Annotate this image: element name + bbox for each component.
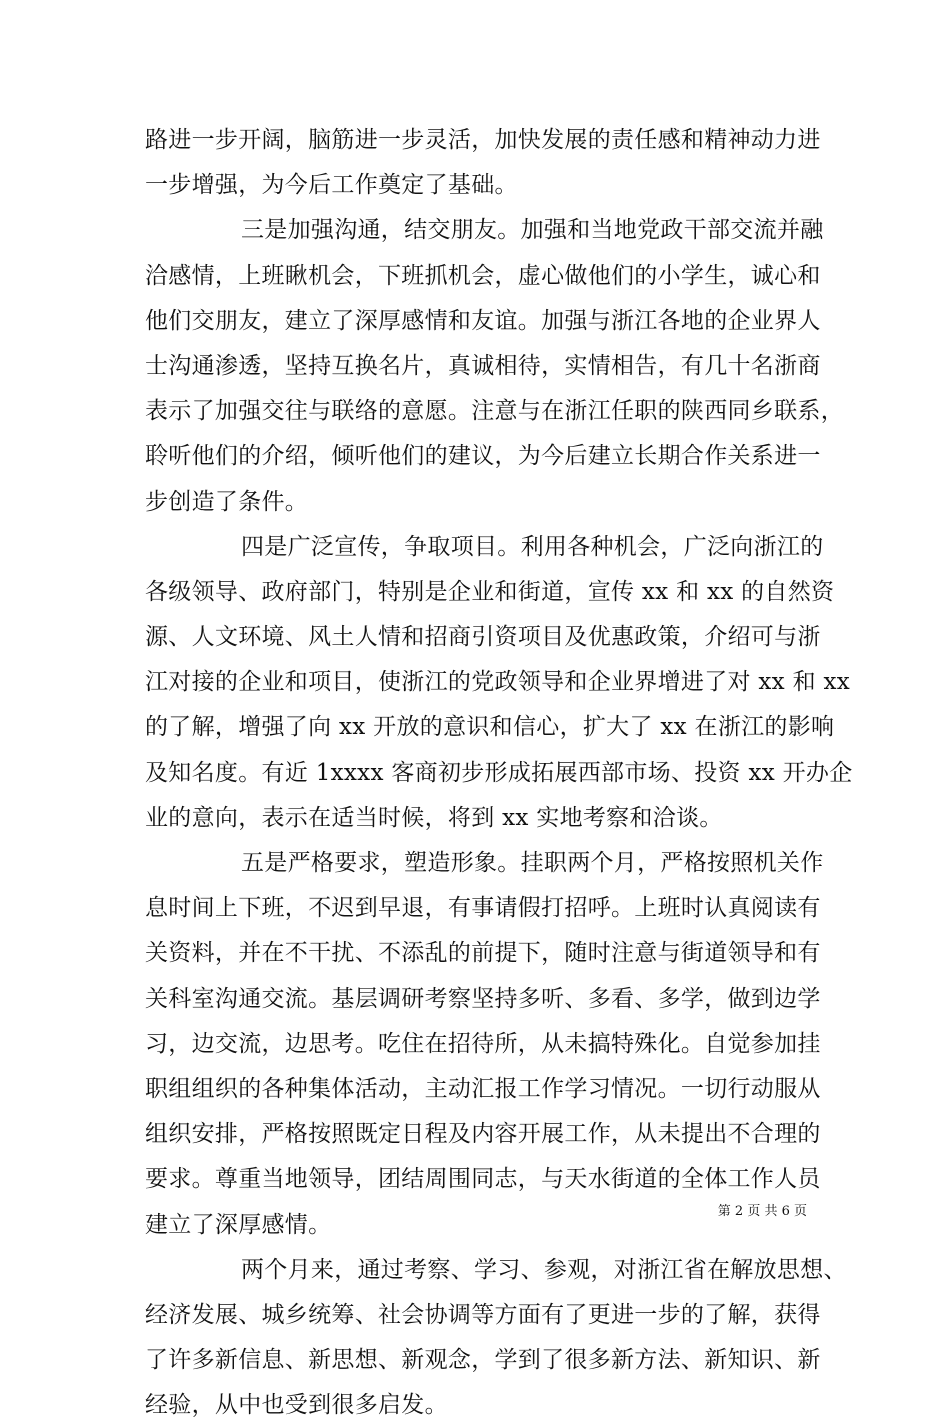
page-number: 第 2 页 共 6 页 xyxy=(717,1204,807,1219)
document-body xyxy=(145,118,853,1428)
paragraph-start-line: 三是加强沟通，结交朋友。加强和当地党政干部交流并融 xyxy=(241,217,824,244)
text-line: 的了解，增强了向 xx 开放的意识和信心，扩大了 xx 在浙江的影响 xyxy=(145,714,835,741)
text-line: 步创造了条件。 xyxy=(145,488,309,515)
text-line: 各级领导、政府部门，特别是企业和街道，宣传 xx 和 xx 的自然资 xyxy=(145,578,835,605)
text-line: 要求。尊重当地领导，团结周围同志，与天水街道的全体工作人员 xyxy=(145,1166,821,1193)
text-line: 他们交朋友，建立了深厚感情和友谊。加强与浙江各地的企业界人 xyxy=(145,307,821,334)
text-line: 经济发展、城乡统筹、社会协调等方面有了更进一步的了解，获得 xyxy=(145,1301,821,1328)
text-line: 源、人文环境、风土人情和招商引资项目及优惠政策，介绍可与浙 xyxy=(145,624,821,651)
text-line: 习，边交流，边思考。吃住在招待所，从未搞特殊化。自觉参加挂 xyxy=(145,1030,821,1057)
text-line: 及知名度。有近 1xxxx 客商初步形成拓展西部市场、投资 xx 开办企 xyxy=(145,759,853,786)
text-line: 经验，从中也受到很多启发。 xyxy=(145,1392,448,1419)
text-line: 业的意向，表示在适当时候，将到 xx 实地考察和洽谈。 xyxy=(145,804,723,831)
text-line: 江对接的企业和项目，使浙江的党政领导和企业界增进了对 xx 和 xx xyxy=(145,669,851,696)
text-line: 士沟通渗透，坚持互换名片，真诚相待，实情相告，有几十名浙商 xyxy=(145,352,821,379)
text-line: 表示了加强交往与联络的意愿。注意与在浙江任职的陕西同乡联系， xyxy=(145,398,844,425)
text-line: 聆听他们的介绍，倾听他们的建议，为今后建立长期合作关系进一 xyxy=(145,443,821,470)
text-line: 息时间上下班，不迟到早退，有事请假打招呼。上班时认真阅读有 xyxy=(145,895,821,922)
text-line: 了许多新信息、新思想、新观念，学到了很多新方法、新知识、新 xyxy=(145,1347,821,1374)
paragraph-start-line: 四是广泛宣传，争取项目。利用各种机会，广泛向浙江的 xyxy=(241,533,824,560)
paragraph-start-line: 两个月来，通过考察、学习、参观，对浙江省在解放思想、 xyxy=(241,1256,847,1283)
text-line: 一步增强，为今后工作奠定了基础。 xyxy=(145,172,518,199)
text-line: 洽感情，上班瞅机会，下班抓机会，虚心做他们的小学生，诚心和 xyxy=(145,262,821,289)
paragraph-start-line: 五是严格要求，塑造形象。挂职两个月，严格按照机关作 xyxy=(241,850,824,876)
text-line: 关科室沟通交流。基层调研考察坚持多听、多看、多学，做到边学 xyxy=(145,985,821,1012)
text-line: 建立了深厚感情。 xyxy=(145,1211,332,1238)
text-line: 职组组织的各种集体活动，主动汇报工作学习情况。一切行动服从 xyxy=(145,1075,821,1102)
text-line: 关资料，并在不干扰、不添乱的前提下，随时注意与街道领导和有 xyxy=(145,940,821,967)
text-line: 组织安排，严格按照既定日程及内容开展工作，从未提出不合理的 xyxy=(145,1121,821,1148)
text-line: 路进一步开阔，脑筋进一步灵活，加快发展的责任感和精神动力进 xyxy=(145,127,821,153)
